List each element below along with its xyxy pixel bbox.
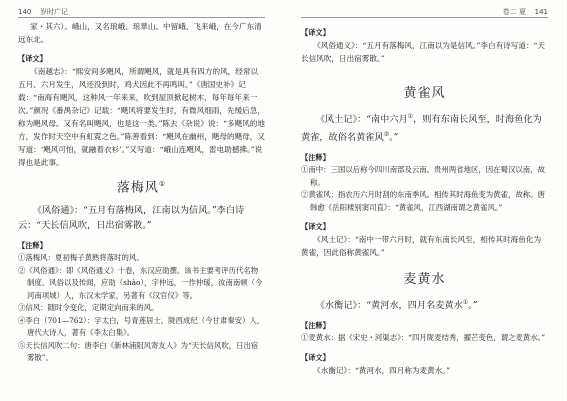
- right-top-yiwen: 《风俗通义》：“五月有落梅风，江南以为是信风。”李白有诗写道：“天长信风吹，日出宿雾散。”: [301, 41, 546, 63]
- left-page-number: 140: [18, 8, 32, 16]
- right-yiwen-tag: 【译文】: [301, 28, 330, 37]
- huangquefeng-quote: 《风土记》：“南中六月①，则有东南长风至，时海鱼化为黄雀，故俗名黄雀风②。”: [301, 113, 542, 144]
- right-zhushi-tag: 【注释】: [301, 153, 330, 163]
- maihuangshui-yiwen: 《水衡记》：“黄河水，四月称为麦黄水。”: [313, 365, 451, 375]
- right-page-number: 141: [534, 8, 548, 16]
- section-title-huangquefeng: 黄雀风: [403, 86, 446, 101]
- luomeifeng-quote: 《风俗通》：“五月有落梅风，江南以为信风。”李白诗云：“天长信风吹，日出宿雾散。”: [18, 205, 245, 232]
- note-item: ⑤天长信风吹二句：唐李白《新林浦阻风寄友人》为“天长信风吹，日出宿雾散”。: [18, 340, 259, 363]
- left-yiwen-tag: 【译文】: [18, 54, 47, 63]
- note-item: ②黄雀风：指农历六月时刮的东南季风。相传其时海鱼变为黄雀，故称。唐韩愈《岳阳楼别窦司直》：“黄雀风，江西湖南谓之黄雀风。”: [301, 190, 545, 212]
- huangquefeng-yiwen: 《风土记》：“南中一带六月时，就有东南长风至，相传其时海鱼化为黄雀，因此俗称黄雀风。”: [301, 235, 542, 258]
- right-yiwen-tag-3: 【译文】: [301, 352, 330, 362]
- right-running-head: [301, 7, 548, 18]
- left-running-title: 岁时广记: [40, 8, 68, 16]
- right-page: [283, 0, 566, 401]
- left-zhushi-tag: 【注释】: [18, 241, 47, 251]
- left-yiwen-body: 《南越志》：“熙安间多飓风，所谓飓风，就是具有四方的风，经常以五月、六月发生，风还没到时，鸡犬因此不再鸣叫。”《唐国史补》记载：“南海有飓风，这种风一年来来，吹到屋顶掀起树木，每年每年来一次。”颜况《番禺杂记》记载：“飓风将要发生时，有微风细雨，先缓后急，称为飓风母。又有名叫飓风，也是这一类。”陈去《杂说》说：“多飓风的地方，发作时天空中有虹霓之色。”陈善看到：“飓风在幽州，飓母的飓母，又写道：‘飓风可怕，就融着衣衫’。”又写道：“峨山连飓风，雷电助撼拂。”说得也是此事。: [18, 67, 265, 167]
- section-title-luomeifeng: 落梅风①: [116, 180, 167, 196]
- maihuangshui-quote: 《水衡记》：“黄河水，四月名麦黄水①。”: [315, 299, 478, 312]
- left-running-head: [18, 7, 265, 18]
- note-item: ②《风俗通》：即《风俗通义》十卷，东汉应劭撰。该书主要考评历代名物制度、风俗以及传闻，应劭（shào），字仲远，一作仲瑗，汝南南顿（今河南项城）人，东汉末学家，另著有《汉官仪》等。: [18, 265, 263, 300]
- left-page: [0, 0, 283, 401]
- right-zhushi-tag-2: 【注释】: [301, 321, 330, 331]
- note-item: ①麦黄水：据《宋史・河渠志》：“四月陇麦结秀，擢芒变色，谓之麦黄水。”: [301, 333, 546, 343]
- note-item: ③信风：随时令变化，定期定向而来的风。: [18, 303, 159, 313]
- right-yiwen-tag-2: 【译文】: [301, 222, 330, 232]
- note-item: ④李白（701—762）：字太白，号青莲居士，陇西成纪（今甘肃秦安）人，唐代大诗人，著有《李太白集》。: [18, 315, 265, 338]
- left-continued-note: 家・其六）。峨山，又名琅峨、琅華山、中留峨、飞来峨，在今广东清远东北。: [18, 22, 262, 44]
- note-item: ①南中：三国以后称今四川南部及云南、贵州两省地区，因在蜀汉以南，故称。: [301, 165, 545, 187]
- note-item: ①落梅风：夏初梅子黄熟将落时的风。: [18, 253, 144, 263]
- right-running-title: 卷二 夏: [502, 8, 526, 16]
- section-title-maihuangshui: 麦黄水: [403, 272, 446, 288]
